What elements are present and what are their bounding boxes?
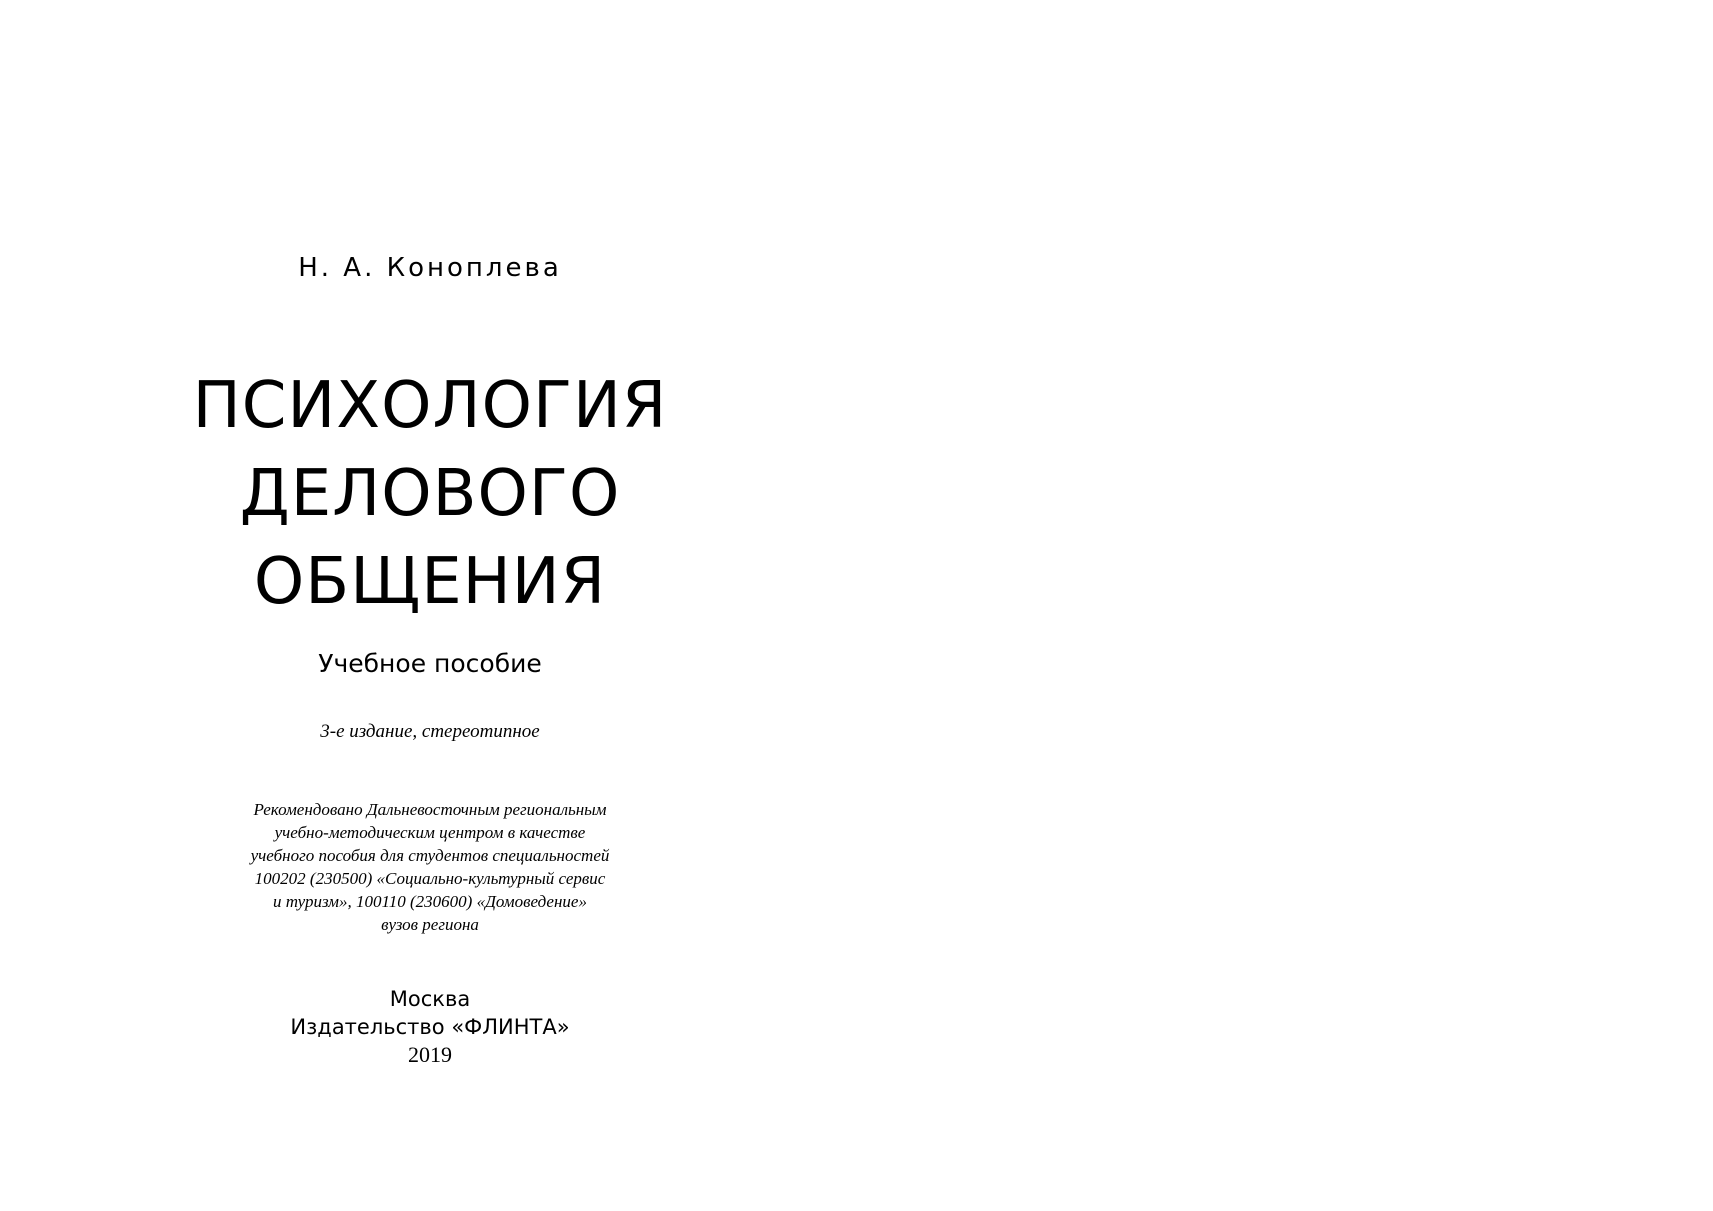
title-page <box>130 0 730 1211</box>
imprint <box>130 985 730 1069</box>
recommendation-line: 100202 (230500) «Социально-культурный сервис <box>254 869 606 888</box>
recommendation-line: Рекомендовано Дальневосточным региональным <box>253 800 607 819</box>
imprint-publisher: Издательство «ФЛИНТА» <box>290 1015 570 1039</box>
imprint-year: 2019 <box>408 1042 452 1067</box>
book-title <box>130 362 730 626</box>
book-title-line: ПСИХОЛОГИЯ <box>192 369 668 443</box>
recommendation-line: и туризм», 100110 (230600) «Домоведение» <box>273 892 587 911</box>
recommendation-line: учебно-методическим центром в качестве <box>274 823 586 842</box>
author-name: Н. А. Коноплева <box>298 253 562 283</box>
book-title-line: ДЕЛОВОГО <box>239 457 621 531</box>
recommendation-note <box>130 798 730 936</box>
edition-note: 3-е издание, стереотипное <box>320 721 540 742</box>
book-title-line: ОБЩЕНИЯ <box>253 545 607 619</box>
imprint-city: Москва <box>389 987 471 1011</box>
recommendation-line: учебного пособия для студентов специальностей <box>250 846 610 865</box>
book-subtitle: Учебное пособие <box>318 649 542 678</box>
recommendation-line: вузов региона <box>381 915 479 934</box>
